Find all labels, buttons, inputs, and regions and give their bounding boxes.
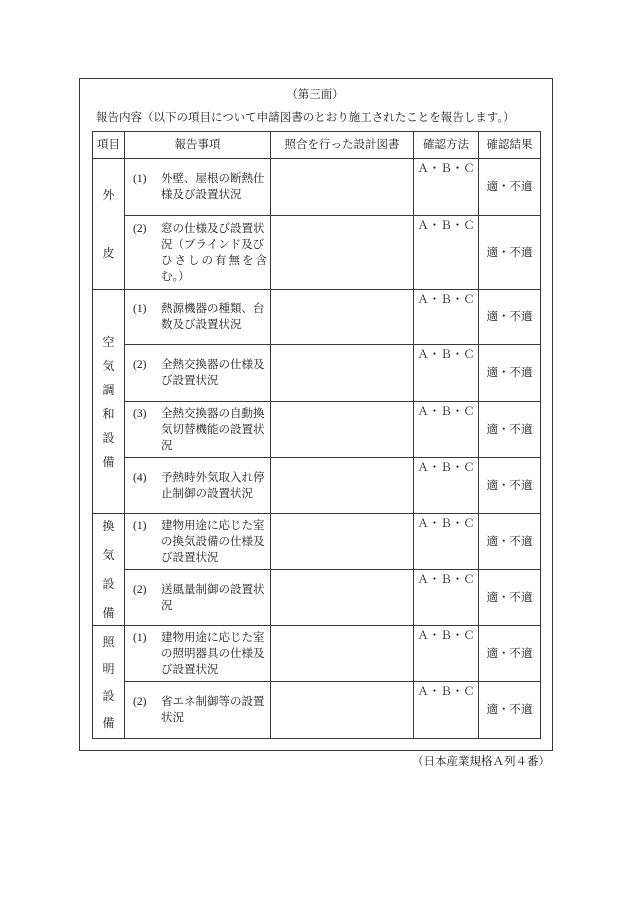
item-number: (2) — [133, 583, 147, 596]
table-row — [93, 159, 541, 216]
category-cell — [93, 626, 125, 739]
category-cell — [93, 159, 125, 290]
confirmation-method: Ａ・Ｂ・Ｃ — [414, 514, 479, 570]
item-text-line: 数及び設置状況 — [161, 319, 242, 331]
category-char: 皮 — [102, 246, 115, 260]
item-text-line: 況 — [161, 599, 173, 612]
confirmation-method: Ａ・Ｂ・Ｃ — [414, 216, 479, 290]
report-table — [92, 131, 541, 739]
table-row — [93, 402, 541, 458]
table-row — [93, 216, 541, 290]
confirmation-method: Ａ・Ｂ・Ｃ — [414, 402, 479, 458]
item-number: (2) — [133, 222, 147, 235]
item-text — [161, 470, 267, 502]
item-text-line: び設置状況 — [161, 375, 219, 387]
item-number: (2) — [133, 359, 147, 371]
header-report-matter: 報告事項 — [125, 132, 271, 159]
item-text-line: 状況 — [161, 712, 184, 724]
item-text — [161, 518, 267, 566]
confirmation-result: 適・不適 — [479, 682, 541, 739]
item-text-line: 全熱交換器の自動換 — [161, 407, 265, 420]
confirmation-result: 適・不適 — [479, 570, 541, 626]
item-text-line: 様及び設置状況 — [161, 189, 242, 201]
category-char: 設 — [102, 430, 115, 445]
item-text-line: 熱源機器の種類、台 — [161, 303, 265, 315]
category-char: 外 — [102, 188, 115, 202]
confirmation-result: 適・不適 — [479, 626, 541, 682]
design-document-cell — [271, 514, 414, 570]
design-document-cell — [271, 159, 414, 216]
report-item — [133, 357, 270, 389]
confirmation-method: Ａ・Ｂ・Ｃ — [414, 570, 479, 626]
confirmation-result: 適・不適 — [479, 159, 541, 216]
header-design-document: 照合を行った設計図書 — [271, 132, 414, 159]
item-text-line: 況（ブラインド及び — [161, 238, 265, 251]
item-text — [161, 630, 267, 678]
category-char: 換 — [102, 519, 115, 533]
design-document-cell — [271, 345, 414, 402]
item-number: (4) — [133, 471, 147, 484]
item-text-line: 気切替機能の設置状 — [161, 423, 265, 436]
table-row — [93, 682, 541, 739]
report-item-cell — [125, 458, 271, 514]
item-number: (1) — [133, 519, 147, 532]
item-text-line: の換気設備の仕様及 — [161, 535, 265, 548]
report-item — [133, 171, 270, 203]
design-document-cell — [271, 626, 414, 682]
item-number: (2) — [133, 696, 147, 708]
confirmation-method: Ａ・Ｂ・Ｃ — [414, 159, 479, 216]
report-item-cell — [125, 345, 271, 402]
category-char: 気 — [102, 358, 115, 373]
item-number: (1) — [133, 173, 147, 185]
header-confirmation-result: 確認結果 — [479, 132, 541, 159]
confirmation-method: Ａ・Ｂ・Ｃ — [414, 458, 479, 514]
category-char: 照 — [102, 634, 115, 649]
item-text-line: 建物用途に応じた室 — [161, 631, 265, 644]
report-item — [133, 694, 270, 726]
confirmation-method: Ａ・Ｂ・Ｃ — [414, 682, 479, 739]
category-char: 明 — [102, 661, 115, 676]
category-char: 調 — [102, 382, 115, 397]
category-char: 空 — [102, 334, 115, 349]
report-item-cell — [125, 626, 271, 682]
report-item — [133, 630, 270, 678]
report-item — [133, 301, 270, 333]
item-text-line: 止制御の設置状況 — [161, 487, 253, 500]
item-text-line: 窓の仕様及び設置状 — [161, 222, 265, 235]
category-label — [93, 636, 124, 729]
item-text-line: 予熱時外気取入れ停 — [161, 471, 265, 484]
item-text-line: ひさしの有無を含 — [161, 254, 267, 267]
confirmation-method: Ａ・Ｂ・Ｃ — [414, 290, 479, 345]
table-row — [93, 514, 541, 570]
item-text — [161, 694, 267, 726]
category-cell — [93, 290, 125, 514]
design-document-cell — [271, 216, 414, 290]
category-cell — [93, 514, 125, 626]
category-label — [93, 520, 124, 619]
report-item — [133, 406, 270, 454]
header-confirmation-method: 確認方法 — [414, 132, 479, 159]
item-number: (1) — [133, 631, 147, 644]
confirmation-result: 適・不適 — [479, 514, 541, 570]
category-char: 備 — [102, 606, 115, 620]
item-text-line: 建物用途に応じた室 — [161, 519, 265, 532]
item-text-line: び設置状況 — [161, 663, 219, 676]
item-number: (1) — [133, 303, 147, 315]
item-text — [161, 357, 267, 389]
table-row — [93, 570, 541, 626]
category-char: 気 — [102, 548, 115, 562]
category-char: 和 — [102, 406, 115, 421]
confirmation-result: 適・不適 — [479, 345, 541, 402]
page-face-label: （第三面） — [286, 89, 344, 101]
item-text — [161, 582, 267, 614]
table-header-row — [93, 132, 541, 159]
item-text-line: む。） — [161, 270, 190, 283]
report-item-cell — [125, 216, 271, 290]
report-item-cell — [125, 159, 271, 216]
item-text-line: 況 — [161, 439, 173, 452]
paper-size-note: （日本産業規格Ａ列４番） — [412, 756, 550, 768]
item-text-line: 全熱交換器の仕様及 — [161, 359, 265, 371]
header-item: 項目 — [93, 132, 125, 159]
design-document-cell — [271, 290, 414, 345]
confirmation-method: Ａ・Ｂ・Ｃ — [414, 345, 479, 402]
design-document-cell — [271, 458, 414, 514]
report-item-cell — [125, 682, 271, 739]
item-text-line: 外壁、屋根の断熱仕 — [161, 173, 265, 185]
table-row — [93, 626, 541, 682]
item-text — [161, 171, 267, 203]
design-document-cell — [271, 570, 414, 626]
item-text — [161, 221, 267, 285]
report-intro: 報告内容（以下の項目について申請図書のとおり施工されたことを報告します。） — [96, 112, 515, 124]
item-number: (3) — [133, 407, 147, 420]
category-label — [93, 189, 124, 259]
category-char: 設 — [102, 688, 115, 703]
table-row — [93, 290, 541, 345]
confirmation-result: 適・不適 — [479, 402, 541, 458]
item-text — [161, 406, 267, 454]
report-item-cell — [125, 402, 271, 458]
confirmation-result: 適・不適 — [479, 290, 541, 345]
table-row — [93, 458, 541, 514]
item-text-line: 送風量制御の設置状 — [161, 583, 265, 596]
item-text-line: 省エネ制御等の設置 — [161, 696, 265, 708]
report-item — [133, 221, 270, 285]
confirmation-result: 適・不適 — [479, 458, 541, 514]
confirmation-method: Ａ・Ｂ・Ｃ — [414, 626, 479, 682]
confirmation-result: 適・不適 — [479, 216, 541, 290]
table-row — [93, 345, 541, 402]
design-document-cell — [271, 402, 414, 458]
category-char: 備 — [102, 454, 115, 469]
report-item — [133, 582, 270, 614]
report-item — [133, 470, 270, 502]
report-item — [133, 518, 270, 566]
item-text — [161, 301, 267, 333]
category-label — [93, 336, 124, 468]
design-document-cell — [271, 682, 414, 739]
report-item-cell — [125, 570, 271, 626]
item-text-line: の照明器具の仕様及 — [161, 647, 265, 660]
category-char: 設 — [102, 577, 115, 591]
report-item-cell — [125, 290, 271, 345]
report-item-cell — [125, 514, 271, 570]
item-text-line: び設置状況 — [161, 551, 219, 564]
category-char: 備 — [102, 715, 115, 730]
